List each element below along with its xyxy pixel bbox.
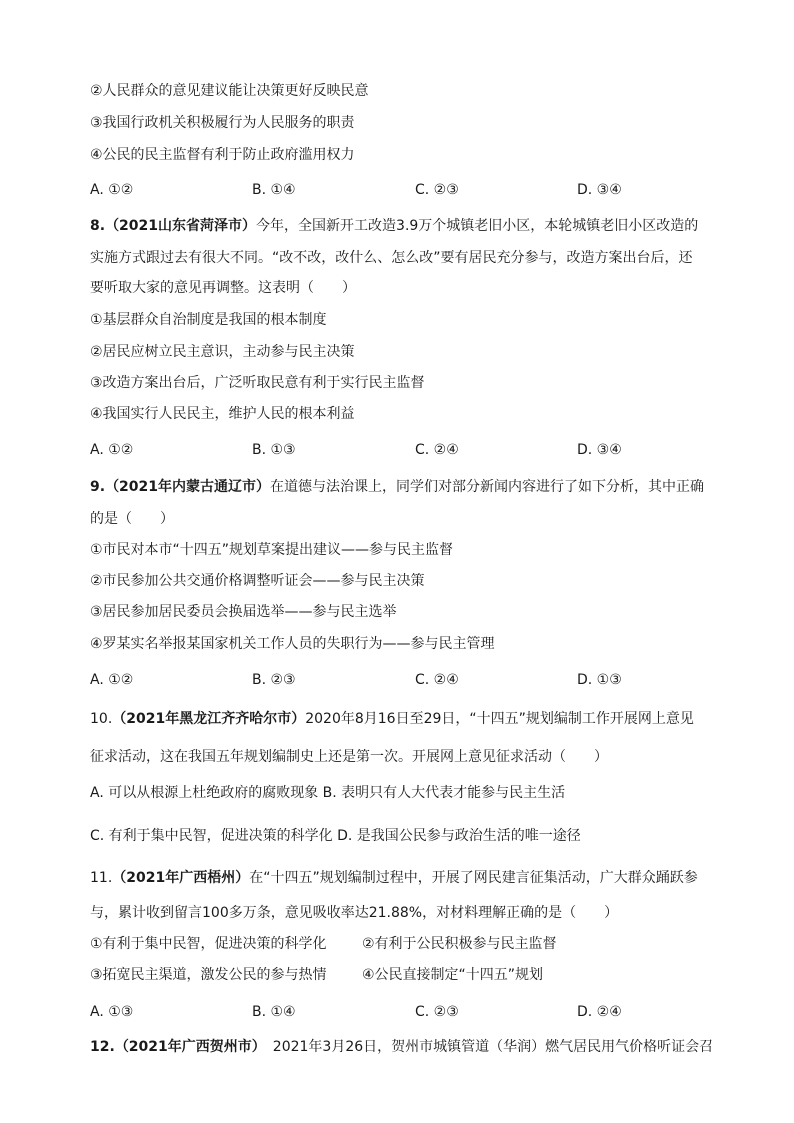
question-12-head: [90, 1037, 713, 1057]
question-text: 今年，全国新开工改造3.9万个城镇老旧小区，本轮城镇老旧小区改造的: [256, 218, 699, 234]
doc-line: ②居民应树立民主意识，主动参与民主决策: [90, 344, 355, 360]
option-d: D. ②④: [577, 1004, 622, 1020]
option-b: B. ①④: [252, 182, 296, 198]
option-a: A. ①③: [90, 1004, 134, 1020]
doc-line: ③改造方案出台后，广泛听取民意有利于实行民主监督: [90, 375, 425, 391]
question-source: （2021年内蒙古通辽市）: [105, 479, 271, 495]
statement-pair: [90, 934, 710, 954]
option-d: D. ③④: [577, 182, 622, 198]
question-number: 9.: [90, 479, 106, 495]
answer-options: [90, 670, 710, 690]
statement-pair: [90, 965, 710, 985]
question-9-head: [90, 477, 704, 497]
doc-line: 实施方式跟过去有很大不同。“改不改，改什么、怎么改”要有居民充分参与，改造方案出台后，还: [90, 250, 693, 266]
question-source: （2021山东省菏泽市）: [105, 218, 257, 234]
doc-line: ④公民的民主监督有利于防止政府滥用权力: [90, 147, 355, 163]
question-text: 在“十四五”规划编制过程中，开展了网民建言征集活动，广大群众踊跃参: [249, 870, 698, 886]
question-text: 2020年8月16日至29日，“十四五”规划编制工作开展网上意见: [305, 711, 694, 727]
option-a: A. ①②: [90, 182, 134, 198]
option-d: D. ①③: [577, 672, 622, 688]
option-d: D. ③④: [577, 442, 622, 458]
option-b: B. ①④: [252, 1004, 296, 1020]
question-10-head: [90, 709, 694, 729]
answer-options: [90, 440, 710, 460]
question-8-head: [90, 216, 698, 236]
option-b: B. ①③: [252, 442, 296, 458]
doc-line: ②市民参加公共交通价格调整听证会——参与民主决策: [90, 573, 425, 589]
question-number: 8.: [90, 218, 106, 234]
doc-line: ③我国行政机关积极履行为人民服务的职责: [90, 115, 355, 131]
doc-line: ①基层群众自治制度是我国的根本制度: [90, 312, 327, 328]
statement: ③拓宽民主渠道，激发公民的参与热情: [90, 967, 327, 983]
question-number: 11.: [90, 870, 113, 886]
option-b: B. ②③: [252, 672, 296, 688]
statement: ②有利于公民积极参与民主监督: [362, 936, 557, 952]
question-number: 10.: [90, 711, 113, 727]
doc-line: 要听取大家的意见再调整。这表明（ ）: [90, 280, 356, 296]
question-number: 12.: [90, 1039, 115, 1055]
option-a: A. ①②: [90, 442, 134, 458]
option-c: C. ②④: [415, 442, 459, 458]
doc-line: ④我国实行人民民主，维护人民的根本利益: [90, 406, 355, 422]
doc-line: ③居民参加居民委员会换届选举——参与民主选举: [90, 604, 397, 620]
doc-line: ②人民群众的意见建议能让决策更好反映民意: [90, 83, 369, 99]
option-c: C. ②③: [415, 182, 459, 198]
doc-line: C. 有利于集中民智，促进决策的科学化 D. 是我国公民参与政治生活的唯一途径: [90, 828, 581, 844]
doc-line: ①市民对本市“十四五”规划草案提出建议——参与民主监督: [90, 542, 454, 558]
answer-options: [90, 1002, 710, 1022]
question-11-head: [90, 868, 698, 888]
question-text: 在道德与法治课上，同学们对部分新闻内容进行了如下分析，其中正确: [270, 479, 705, 495]
statement: ④公民直接制定“十四五”规划: [362, 967, 544, 983]
question-source: （2021年广西梧州）: [112, 870, 250, 886]
doc-line: 征求活动，这在我国五年规划编制史上还是第一次。开展网上意见征求活动（ ）: [90, 749, 608, 765]
statement: ①有利于集中民智，促进决策的科学化: [90, 936, 327, 952]
question-source: （2021年黑龙江齐齐哈尔市）: [112, 711, 306, 727]
question-source: （2021年广西贺州市）: [114, 1039, 259, 1055]
option-c: C. ②③: [415, 1004, 459, 1020]
doc-line: A. 可以从根源上杜绝政府的腐败现象 B. 表明只有人大代表才能参与民主生活: [90, 785, 566, 801]
option-c: C. ②④: [415, 672, 459, 688]
doc-line: 与，累计收到留言100多万条，意见吸收率达21.88%，对材料理解正确的是（ ）: [90, 905, 619, 921]
question-text: 2021年3月26日，贺州市城镇管道（华润）燃气居民用气价格听证会召: [258, 1039, 714, 1055]
doc-line: ④罗某实名举报某国家机关工作人员的失职行为——参与民主管理: [90, 636, 495, 652]
option-a: A. ①②: [90, 672, 134, 688]
doc-line: 的是（ ）: [90, 511, 174, 527]
answer-options: [90, 180, 710, 200]
